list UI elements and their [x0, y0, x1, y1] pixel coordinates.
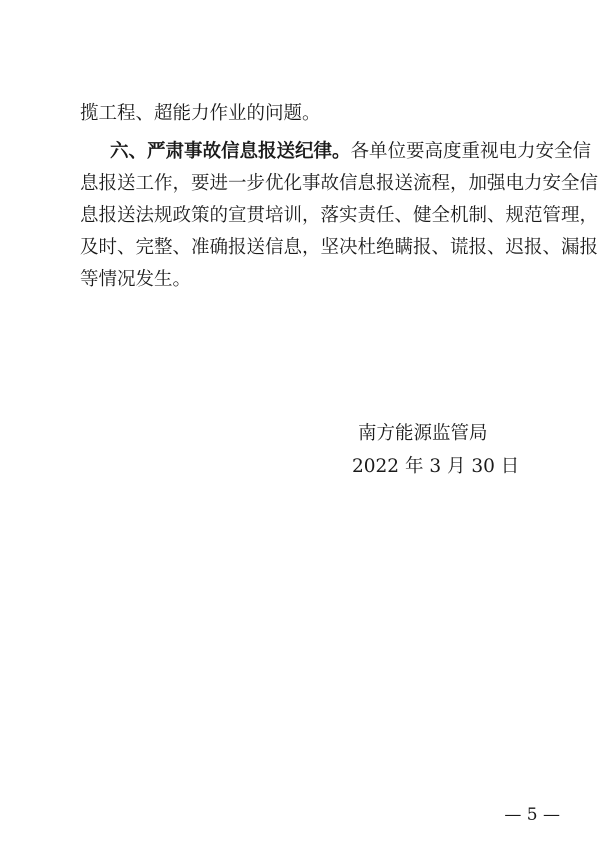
section-heading: 六、严肃事故信息报送纪律。: [110, 141, 351, 162]
page-number: — 5 —: [504, 805, 560, 825]
body-line-2: 各单位要高度重视电力安全信: [350, 141, 592, 162]
section-paragraph-first-line: [110, 140, 592, 164]
body-line-6: 等情况发生。: [80, 269, 192, 290]
signature-date: 2022 年 3 月 30 日: [352, 456, 520, 477]
body-line-3: 息报送工作，要进一步优化事故信息报送流程，加强电力安全信: [80, 173, 599, 194]
signature-org: 南方能源监管局: [358, 423, 488, 444]
body-line-1: 揽工程、超能力作业的问题。: [80, 103, 321, 124]
body-line-4: 息报送法规政策的宣贯培训，落实责任、健全机制、规范管理，: [80, 205, 599, 226]
body-line-5: 及时、完整、准确报送信息，坚决杜绝瞒报、谎报、迟报、漏报: [80, 237, 599, 258]
